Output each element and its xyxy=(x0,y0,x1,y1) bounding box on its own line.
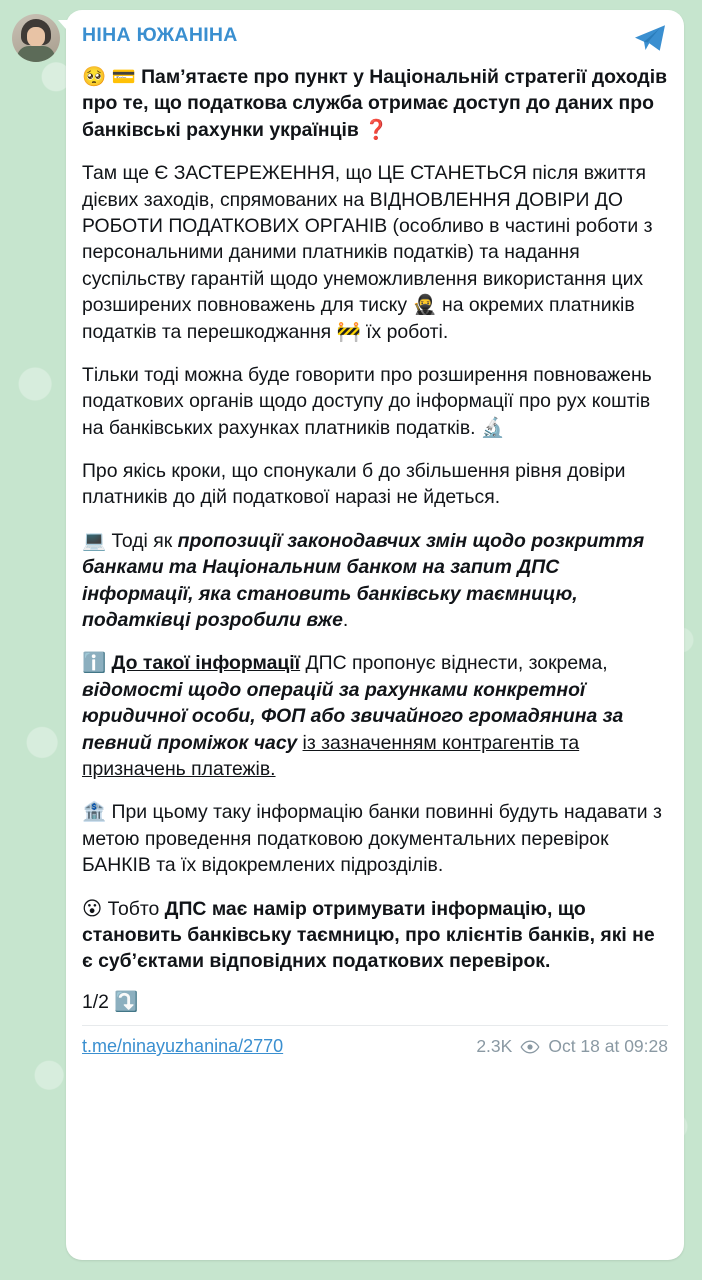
paragraph-2-continued: на окремих платників податків та перешкоджання xyxy=(82,294,635,343)
paragraph-1 xyxy=(82,64,668,143)
paragraph-4-text: Про якісь кроки, що спонукали б до збільшення рівня довіри платників до дій податкової наразі не йдеться. xyxy=(82,460,626,509)
paragraph-6 xyxy=(82,650,668,782)
bank-emoji: 🏦 xyxy=(82,800,107,824)
ninja-emoji: 🥷 xyxy=(412,293,437,317)
avatar-face xyxy=(27,27,45,47)
message-text xyxy=(82,64,668,1015)
paragraph-2-end: їх роботі. xyxy=(366,320,449,343)
page-counter xyxy=(82,989,668,1015)
microscope-emoji: 🔬 xyxy=(480,415,506,439)
telegram-icon[interactable] xyxy=(632,20,668,56)
paragraph-5-italic: пропозиції законодавчих змін щодо розкриття банками та Національним банком на запит ДПС інформації, яка становить банківську таємницю, податківці розробили вже xyxy=(82,529,645,632)
page-counter-text: 1/2 xyxy=(82,990,109,1013)
message-meta xyxy=(476,1036,668,1057)
paragraph-5-lead: Тоді як xyxy=(111,529,173,552)
paragraph-6-italic: відомості щодо операцій за рахунками конкретної юридичної особи, ФОП або звичайного громадянина за певний проміжок часу xyxy=(82,678,624,754)
paragraph-2-text: Там ще Є ЗАСТЕРЕЖЕННЯ, що ЦЕ СТАНЕТЬСЯ після вжиття дієвих заходів, спрямованих на ВІДНОВЛЕННЯ ДОВІРИ ДО РОБОТИ ПОДАТКОВИХ ОРГАНІВ (особливо в частині роботи з персональними даними платників податків) та надання суспільству гарантій щодо унеможливлення використання цих розширених повноважень для тиску xyxy=(82,162,653,317)
credit-card-emoji: 💳 xyxy=(111,65,136,88)
paragraph-3 xyxy=(82,362,668,441)
paragraph-8-bold: ДПС має намір отримувати інформацію, що становить банківську таємницю, про клієнтів банків, які не є суб’єктами відповідних податкових перевірок. xyxy=(82,897,655,973)
paragraph-8 xyxy=(82,896,668,975)
avatar-body xyxy=(17,46,55,62)
laptop-emoji: 💻 xyxy=(82,528,107,552)
view-count: 2.3K xyxy=(476,1036,513,1057)
arrow-down-curve-emoji: ⤵️ xyxy=(114,989,139,1013)
construction-barrier-emoji: 🚧 xyxy=(336,319,361,343)
paragraph-2 xyxy=(82,160,668,345)
paragraph-4 xyxy=(82,458,668,511)
question-mark-emoji: ❓ xyxy=(364,117,389,141)
paragraph-7-text: При цьому таку інформацію банки повинні будуть надавати з метою проведення податковою документальних перевірок БАНКІВ та їх відокремлених підрозділів. xyxy=(82,801,662,877)
message-header xyxy=(82,24,668,56)
information-emoji: ℹ️ xyxy=(82,651,107,675)
message-timestamp: Oct 18 at 09:28 xyxy=(548,1036,668,1057)
paragraph-1-bold: Пам’ятаєте про пункт у Національній стратегії доходів про те, що податкова служба отримає доступ до даних про банківські рахунки українців xyxy=(82,66,668,141)
channel-name[interactable]: НІНА ЮЖАНІНА xyxy=(82,24,238,46)
paragraph-3-text: Тільки тоді можна буде говорити про розширення повноважень податкових органів щодо доступу до інформації про рух коштів на банківських рахунках платників податків. xyxy=(82,363,652,439)
surprised-face-emoji: 😮 xyxy=(82,896,103,920)
post-link[interactable]: t.me/ninayuzhanina/2770 xyxy=(82,1036,284,1057)
paragraph-7 xyxy=(82,799,668,878)
pleading-face-emoji: 🥺 xyxy=(82,65,107,88)
paragraph-8-lead: Тобто xyxy=(107,897,160,920)
message-bubble[interactable] xyxy=(66,10,684,1260)
channel-avatar[interactable] xyxy=(12,14,60,62)
paragraph-5 xyxy=(82,528,668,634)
paragraph-6-underline-tail: із зазначенням контрагентів та призначень платежів. xyxy=(82,731,580,780)
eye-icon xyxy=(520,1040,540,1054)
paragraph-6-plain: ДПС пропонує віднести, зокрема, xyxy=(305,652,608,675)
message-footer xyxy=(82,1025,668,1057)
paragraph-6-link[interactable]: До такої інформації xyxy=(111,652,301,675)
paragraph-5-end: . xyxy=(342,609,349,632)
